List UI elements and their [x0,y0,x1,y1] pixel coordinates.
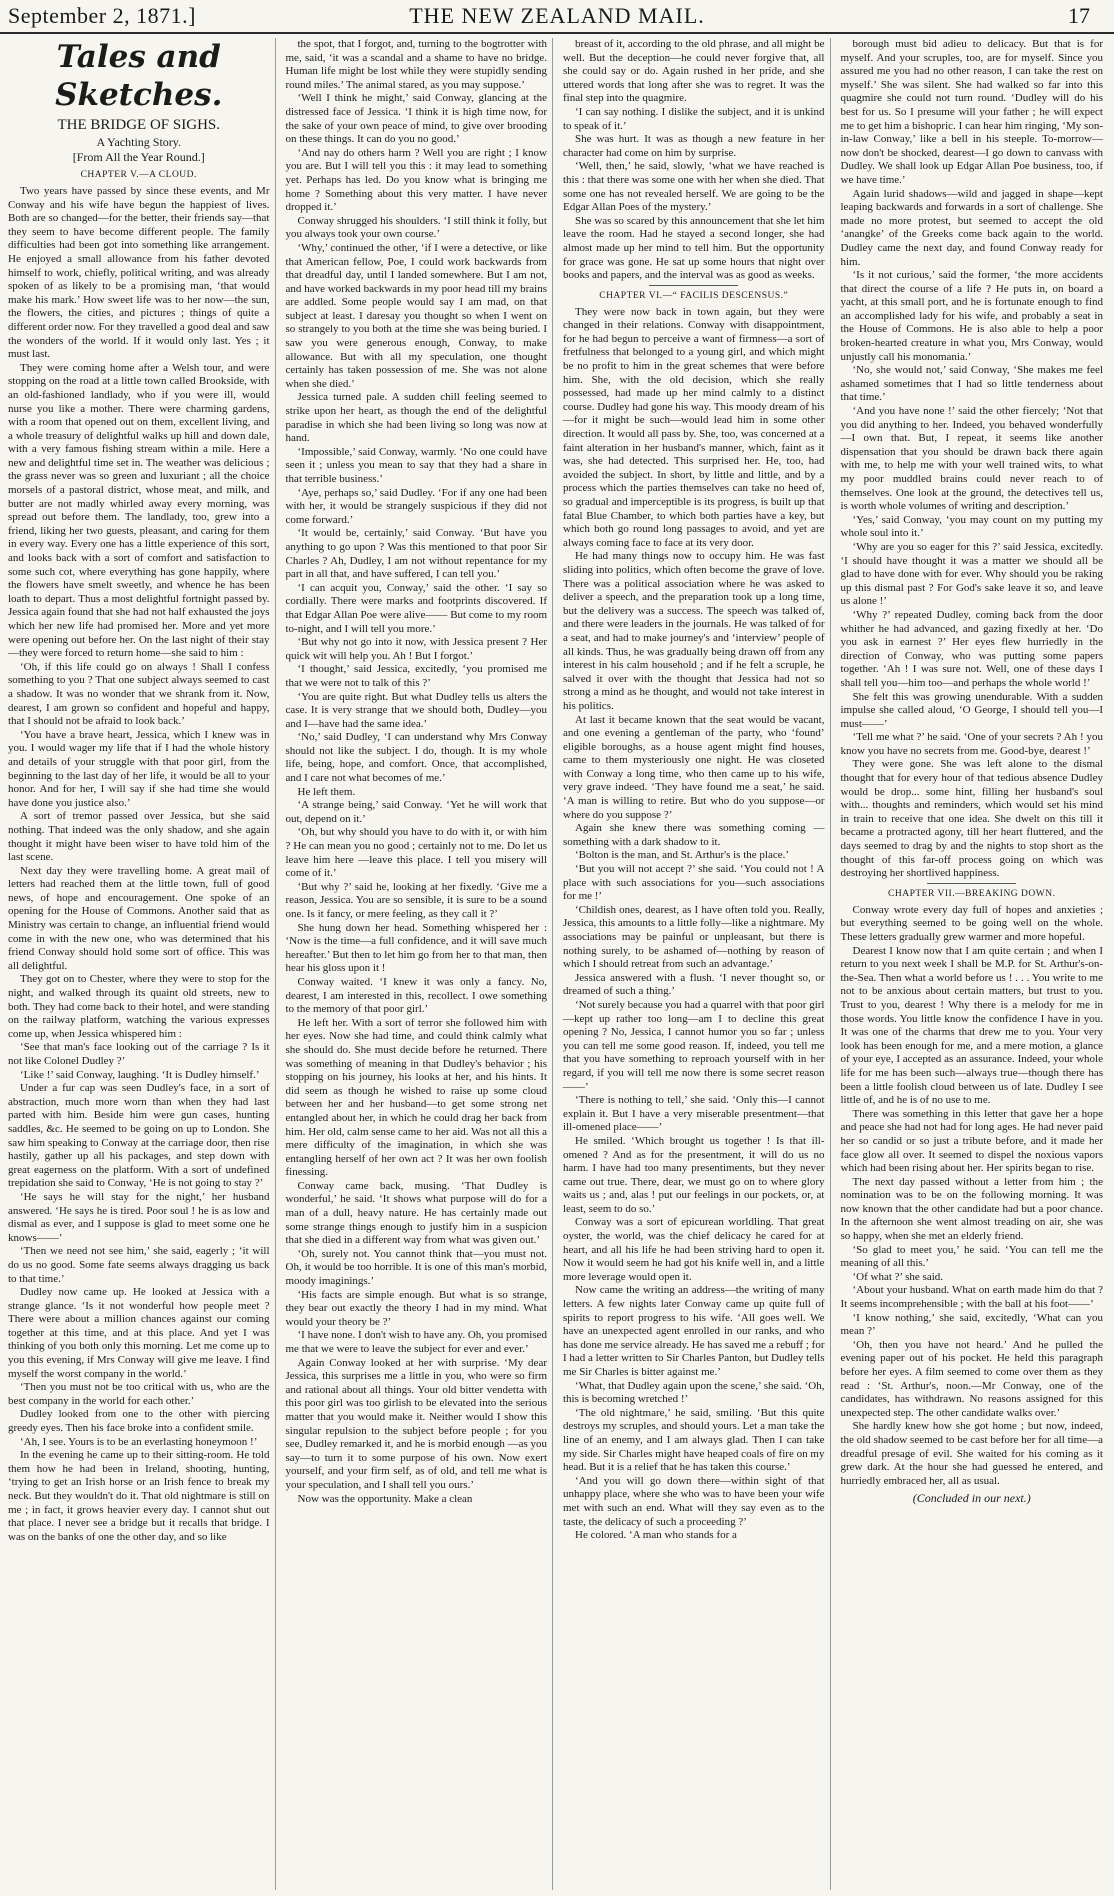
page-number: 17 [1068,3,1090,28]
story-subtitle: A Yachting Story. [96,135,182,149]
divider [649,285,738,286]
paragraph: ‘But why ?’ said he, looking at her fixedly. ‘Give me a reason, Jessica. You are so sensible, it is sure to be a sound one. Is it fancy, or mere feeling, as they call it ?’ [285,880,547,920]
paragraph: Conway was a sort of epicurean worldling. That great oyster, the world, was the chief delicacy he cared for at heart, and all his life he had been striving hard to open it. Now it would seem he had got his knife well in, and a little more leverage would open it. [563,1216,825,1283]
section-title: Tales and Sketches. [55,39,223,113]
paragraph: ‘Why,’ continued the other, ‘if I were a detective, or like that American fellow, Poe, I could work backwards from that dreadful day, until I landed somewhere. But I am not, and have worked backwards in my poor head till my brains are addled. Some people would say I am mad, on that subject at least. I daresay you thought so when I went on so strangely to you both at the time she was being buried. I saw you were generous enough, Conway, to make allowance. But with all my speculation, one thought certainly has taken possession of me. She was not alone when she died.’ [285,241,547,390]
story-source: [From All the Year Round.] [72,150,205,164]
paragraph: Two years have passed by since these events, and Mr Conway and his wife have begun the happiest of lives. Both are so changed—for the better, their friends say—that they seem to have become different people. The family difficulties had been got into something like arrangement. He enjoyed a small allowance from his father devoted himself to work, chiefly, political writing, and was already spoken of as likely to be a promising man, ‘that would make his mark.’ How sweet life was to her now—the sun, the flowers, the cities, and pictures ; things of quite a different order now. For they travelled a good deal and saw the wonders of the world. If it would only last. Yes ; it must last. [8,185,270,361]
paragraph: ‘See that man's face looking out of the carriage ? Is it not like Colonel Dudley ?’ [8,1041,270,1067]
paragraph: They got on to Chester, where they were to stop for the night, and walked through its quaint old streets, new to both. They had come back to their hotel, and were standing on the railway platform, watching the various expresses come up, when Jessica whispered him : [8,973,270,1040]
paragraph: ‘Not surely because you had a quarrel with that poor girl—kept up rather too long—am I to decline this great opening ? No, Jessica, I cannot humor you so far ; unless you can tell me some good reason. If, indeed, you tell me that you have something to reproach yourself with in her regard, if you will tell me now there is some secret reason——’ [563,998,825,1093]
paragraph: ‘You are quite right. But what Dudley tells us alters the case. It is very strange that we should both, Dudley—you and I—have had the same idea.’ [285,690,547,730]
paragraph: ‘And nay do others harm ? Well you are right ; I know you are. But I will tell you this : it may lead to something yet. Perhaps has led. Do you know what is bringing me home ? Something about this very matter. I have never dropped it.’ [285,146,547,214]
paragraph: ‘Well, then,’ he said, slowly, ‘what we have reached is this : that there was some one with her when she died. That some one has not revealed herself. We are going to be the Edgar Allan Poes of the mystery.’ [563,160,825,214]
paragraph: ‘And you will go down there—within sight of that unhappy place, where she who was to have been your wife met with such an end. What will they say even as to the taste, the delicacy of such a proceeding ?’ [563,1474,825,1528]
paragraph: The next day passed without a letter from him ; the nomination was to be on the following morning. It was now known that the other candidate had but a poor chance. In the afternoon she went almost treading on air, she was so happy, when she met an elderly friend. [840,1175,1103,1243]
column-2 [284,38,554,1890]
paragraph-group [841,38,1104,881]
paragraph: She was so scared by this announcement that she let him leave the room. Had he stayed a second longer, she had almost made up her mind to tell him. But the opportunity for grace was gone. He sat up some hours that night over books and papers, and the interval was as good as weeks. [563,214,825,282]
paragraph: ‘But why not go into it now, with Jessica present ? Her quick wit will help you. Ah ! But I forgot.’ [285,636,547,662]
column-4 [839,38,1109,1890]
paragraph: She was hurt. It was as though a new feature in her character had come on him by surprise. [563,133,825,159]
paragraph: Under a fur cap was seen Dudley's face, in a sort of abstraction, much more worn than when they had last parted with him. Beside him were gun cases, hunting saddles, &c. He seemed to be going on up to London. She saw him speaking to Conway at the carriage door, then rise hastily, gather up all his packages, and step down with great eagerness on the platform. With a sort of undefined trepidation she said to Conway, ‘He is not going to stay ?’ [8,1082,270,1190]
paragraph: Now was the opportunity. Make a clean [297,1492,473,1505]
paragraph: ‘His facts are simple enough. But what is so strange, they bear out exactly the theory I had in my mind. What would your theory be ?’ [285,1288,547,1328]
paragraph: ‘I know nothing,’ she said, excitedly, ‘What can you mean ?’ [840,1311,1103,1338]
paragraph: Again she knew there was something coming —something with a dark shadow to it. [563,822,825,848]
paragraph: There was something in this letter that gave her a hope and peace she had not had for long ages. He had never paid her so candid or so just a tribute before, and it made her face glow all over. It seemed to dispel the noxious vapors which had been rising about her. Her spirits began to rise. [840,1107,1103,1175]
paragraph: ‘Then you must not be too critical with us, who are the best company in the world for each other.’ [8,1381,270,1407]
paragraph: She hung down her head. Something whispered her : ‘Now is the time—a full confidence, and it will save much hereafter.’ But then to let him go from her to that man, then hear his gloss upon it ! [285,921,547,975]
paragraph: ‘About your husband. What on earth made him do that ? It seems incomprehensible ; with the ball at his foot——’ [840,1284,1103,1311]
paragraph: They were coming home after a Welsh tour, and were stopping on the road at a little town called Brookside, with an old-fashioned landlady, who if you were ill, would nurse you like a mother. There were charming gardens, with a room that opened out on them, excellent living, and a whole treasury of delightful walks up hill and down dale, with a very famous fishing stream within a mile. Here a new and delightful time set in. The weather was delicious ; the grass never was so green and luxuriant ; all the choice morsels of a pastoral district, whose meat, and milk, and butter are not madly whirled away every morning, was spread out before them. The landlady, too, grew into a friend, liking her two guests, pleasant, and caring for them in every way. Every one has a little experience of this sort, and looks back with a sort of comfort and satisfaction to some such cot, where everything has gone happily, where the flowers have smelt sweetly, and whence he has been loath to depart. Thus a most delightful fortnight passed by. Jessica again found that she had not half exhausted the joys which her new life had promised her. More and yet more were opening out before her. On the last night of their stay—they were forced to return home—she said to him : [8,361,270,660]
paragraph: ‘Yes,’ said Conway, ‘you may count on my putting my whole soul into it.’ [840,513,1103,540]
paragraph: ‘Impossible,’ said Conway, warmly. ‘No one could have seen it ; unless you mean to say that they had a share in that terrible business.’ [285,445,547,485]
paragraph: They were gone. She was left alone to the dismal thought that for every hour of that tedious absence Dudley would be drop... some hint, filling her husband's soul with... thoughts and reminders, which would set his mind in train to receive that one idea. She dwelt on this till it became a protracted agony, till her heart fluttered, and the days seemed to drag by and the nights to stop short as the thought of this far-off process going on which was destroying her shortlived happiness. [840,758,1103,880]
paragraph: ‘Childish ones, dearest, as I have often told you. Really, Jessica, this amounts to a little folly—like a nightmare. My associations may be painful or unpleasant, but there is nothing surely, to be ashamed of—nothing by reason of which I should retreat from such an advantage.’ [563,903,825,971]
paragraph: ‘No, she would not,’ said Conway, ‘She makes me feel ashamed sometimes that I had so little tenderness about that time.’ [840,364,1103,404]
paragraph: ‘I have none. I don't wish to have any. Oh, you promised me that we were to leave the subject for ever and ever.’ [285,1329,547,1355]
paragraph: borough must bid adieu to delicacy. But that is for myself. And your scruples, too, are for myself. Since you assured me you had no other reason, I can take the rest on myself.’ She was silent. She had walked so far into this quagmire she could not turn round. ‘Dudley will do his best for us. So I presume will your father ; he will expect me to get him a bishopric. I can hear him ringing, ‘My son-in-law Conway,’ like a bell in his steeple. To-morrow—now don't be shocked, dearest—I go down to canvass with Dudley. We shall look up Edgar Allan Poe business, too, if we have time.’ [840,38,1103,186]
paragraph-group [841,904,1104,1489]
paragraph: breast of it, according to the old phrase, and all might be well. But the deception—he could never forgive that, all she could say or do. Again rushed in her pride, and she uttered words that long after she was to regret. It was the final step into the quagmire. [563,38,825,105]
paragraph: ‘And you have none !’ said the other fiercely; ‘Not that you did anything to her. Indeed, you behaved wonderfully—I own that. But, I repeat, it seems like another dispensation that you should be drawn back there again with me, to help me with your well trained wits, to what my poor muddled brains could never reach to of themselves. One look at the ground, the detectives tell us, is worth whole volumes of writing and description.’ [840,405,1103,513]
paragraph: ‘Aye, perhaps so,’ said Dudley. ‘For if any one had been with her, it would be strangely suspicious if they did not come forward.’ [285,486,547,526]
paragraph: Conway wrote every day full of hopes and anxieties ; but everything seemed to be going well on the whole. These letters gradually grew warmer and more hopeful. [840,903,1103,943]
paragraph: ‘The old nightmare,’ he said, smiling. ‘But this quite destroys my scruples, and should yours. Let a man take the line of an enemy, and I am always glad. Then I can take my side. Sir Charles might have heaped coals of fire on my head. But it is a relief that he has taken this course.’ [563,1406,825,1474]
paragraph: ‘I thought,’ said Jessica, excitedly, ‘you promised me that we were not to talk of this ?’ [285,663,547,689]
paragraph: They were now back in town again, but they were changed in their relations. Conway with disappointment, for he had begun to perceive a want of firmness—a sort of fretfulness that belonged to a young girl, and which might be no profit to him in the great schemes that were before him. She, with the old decision, which she really possessed, had made up her mind calmly to a distinct course. Dudley had gone his way. This moody dream of his—for it might be such—would lead him in some other direction. It would all pass by. She, too, was concerned at a faint alteration in her husband's manner, which, faint as it was, she had detected. This surprised her. He, too, had avoided the subject. In short, by little and little, and by a process which the parties themselves can take no heed of, so gradual and imperceptible is its progress, is built up that fatal Blue Chamber, to which both parties have a key, but which both go round long passages to avoid, and yet are always coming face to face at its very door. [563,305,825,549]
paragraph: Next day they were travelling home. A great mail of letters had reached them at the little town, full of good news, of hope and encouragement. One spoke of an opening for the House of Commons. Another said that as Ministry was certain to change, an influential friend would come in with the new one, who was determined that his friend Conway should hold some sort of office. This was all delightful. [8,864,270,972]
paragraph: ‘Oh, if this life could go on always ! Shall I confess something to you ? That one subject always seemed to cast a shadow. It was no wonder that we shrank from it. Now, dearest, I am grown so confident and hopeful and happy, that I should not be afraid to look back.’ [8,660,270,728]
paragraph: ‘I can say nothing. I dislike the subject, and it is unkind to speak of it.’ [563,105,825,132]
paragraph: ‘Then we need not see him,’ she said, eagerly ; ‘it will do us no good. Some fate seems always dragging us back to that time.’ [8,1245,270,1285]
paragraph: ‘Bolton is the man, and St. Arthur's is the place.’ [575,849,790,862]
paragraph: ‘Of what ?’ she said. [852,1270,944,1283]
paragraph-group [563,38,825,283]
paragraph: He smiled. ‘Which brought us together ! Is that ill-omened ? And as for the presentment, it will do us no harm. I have had too many presentiments, but they never came out true. There, dear, we must go on to where glory waits us ; and, alas ! put our feelings in our pockets, or, at least, seem to do so.’ [563,1134,825,1215]
paragraph: ‘You have a brave heart, Jessica, which I knew was in you. I would wager my life that if I had the whole history and details of your struggle with that poor girl, from the beginning to the last day of her life, it would be all to your honor. And for her, I will say if she had time she would have done you justice also.’ [8,728,270,809]
paragraph: ‘A strange being,’ said Conway. ‘Yet he will work that out, depend on it.’ [285,799,547,825]
paragraph: ‘Ah, I see. Yours is to be an everlasting honeymoon !’ [20,1435,258,1448]
paragraph: He left her. With a sort of terror she followed him with her eyes. Now she had time, and could think calmly what she should do. She must decide before he returned. There was something of meaning in that Dudley's behavior ; his stopping on his journey, his looks at her, and his hints. It did seem as though he wished to raise up some cloud between her and her husband—to get some strong net entangled about her, in which he could drag her back from him. Her old, calm sense came to her aid. Was not all this a mere difficulty of the imagination, in which she was entangling herself of her own act ? It was her own foolish finessing. [285,1016,547,1179]
story-title: THE BRIDGE OF SIGHS. [57,117,220,133]
paragraph: Now came the writing an address—the writing of many letters. A few nights later Conway came up quite full of spirits to report progress to his wife. ‘All goes well. We have an unexpected agent enrolled in our ranks, and who has done me service already. He has saved me a rebuff ; for I had a letter written to Sir Charles Panton, but Dudley tells me Sir Charles is bitter against me.’ [563,1284,825,1378]
paragraph: He had many things now to occupy him. He was fast sliding into politics, which often become the grave of love. There was a political association where he was asked to deliver a speech, and the preparation took up a long time, but the delivery was a success. The speech was talked of, and there were leaders in the journals. He was talked of for a seat, and had to make journey's and ‘interview’ people of all kinds. Thus, he was gradually being drawn off from any interest in his calm household ; and if he felt a scruple, he salved it over with the thought that Jessica had not so strong a mind as he thought, and would not take interest in his politics. [563,550,825,712]
paragraph: Again lurid shadows—wild and jagged in shape—kept leaping backwards and forwards in a sort of challenge. She made no more protest, but seemed to accept the old ‘anangke’ of the Greeks come back again to the world. Dudley came the next day, and found Conway ready for him. [840,187,1103,268]
paragraph: A sort of tremor passed over Jessica, but she said nothing. That indeed was the only shadow, and she again thought it might have been wiser to have told him of the last scene. [8,810,270,864]
paragraph: ‘Oh, surely not. You cannot think that—you must not. Oh, it would be too horrible. It is one of this man's morbid, moody imaginings.’ [285,1247,547,1288]
paragraph: ‘What, that Dudley again upon the scene,’ she said. ‘Oh, this is becoming wretched !’ [563,1379,825,1406]
paragraph-group [8,185,270,1544]
paragraph: ‘Oh, then you have not heard.’ And he pulled the evening paper out of his pocket. He held this paragraph before her eyes. A film seemed to come over them as they read : ‘St. Arthur's, noon.—Mr Conway, one of the candidates, has withdrawn. No reasons assigned for this unexpected step. The other candidate walks over.’ [840,1338,1103,1419]
paragraph: Dudley now came up. He looked at Jessica with a strange glance. ‘Is it not wonderful how people meet ? There were about a million chances against our coming together at this time, and at this place. And yet I was thinking of you both only this morning. Let me come up to you this evening, if Mrs Conway will give me leave. I find myself the worst company in the world.’ [8,1286,270,1380]
paper-name: THE NEW ZEALAND MAIL. [409,3,705,28]
column-1 [6,38,276,1890]
paragraph: ‘Well I think he might,’ said Conway, glancing at the distressed face of Jessica. ‘I think it is high time now, for the sake of your own peace of mind, to give over brooding on these things. It can do you no good.’ [285,92,547,146]
paragraph: ‘No,’ said Dudley, ‘I can understand why Mrs Conway should not like the subject. I do, though. It is my whole life, being, hope, and comfort. Once, that accomplished, and I care not what becomes of me.’ [285,731,547,785]
masthead [0,0,1114,34]
paragraph: Conway shrugged his shoulders. ‘I still think it folly, but you always took your own course.’ [285,214,547,241]
paragraph: Jessica answered with a flush. ‘I never thought so, or dreamed of such a thing.’ [563,971,825,998]
paragraph: ‘Why are you so eager for this ?’ said Jessica, excitedly. ‘I should have thought it was a matter we should all be glad to have done with for ever. Why should you be raking up this dismal past ? For God's sake leave it so, and leave us alone !’ [840,540,1103,608]
chapter-heading: CHAPTER VII.—BREAKING DOWN. [888,888,1056,899]
paragraph: the spot, that I forgot, and, turning to the bogtrotter with me, said, ‘it was a scandal and a shame to have no bridge. Human life might be lost while they were stupidly sending round miles.’ The animal stared, as you may suppose.’ [285,38,547,91]
paragraph: He colored. ‘A man who stands for a [575,1529,737,1542]
paragraph: He left them. [297,785,356,798]
divider [927,883,1016,884]
paragraph: ‘Oh, but why should you have to do with it, or with him ? He can mean you no good ; certainly not to me. Do let us leave him here —leave this place. I tell you misery will come of it.’ [285,826,547,880]
paragraph: ‘Why ?’ repeated Dudley, coming back from the door whither he had advanced, and gazing fixedly at her. ‘Do you ask in earnest ?’ Her eyes flew hurriedly in the direction of Conway, who was putting some papers together. ‘Ah ! I was sure not. Well, one of these days I shall tell you—him too—and perhaps the whole world !’ [840,608,1103,689]
concluded-note: (Concluded in our next.) [912,1491,1031,1506]
paragraph: Conway waited. ‘I knew it was only a fancy. No, dearest, I am interested in this, recollect. I owe something to the memory of that poor girl.’ [285,975,547,1016]
paragraph: Jessica turned pale. A sudden chill feeling seemed to strike upon her heart, as though the end of the delightful paradise in which she had been living so long was now at hand. [285,391,547,445]
paragraph: ‘Like !’ said Conway, laughing. ‘It is Dudley himself.’ [20,1068,260,1081]
paragraph: She felt this was growing unendurable. With a sudden impulse she called aloud, ‘O George, I should tell you—I must——’ [840,690,1103,730]
chapter-heading: CHAPTER V.—A CLOUD. [80,170,197,180]
paragraph: Conway came back, musing. ‘That Dudley is wonderful,’ he said. ‘It shows what purpose will do for a man of a dull, heavy nature. He has certainly made out some strange things enough to justify him in a suspicion that she died in a different way from what was given out.’ [285,1179,547,1247]
paragraph: Again Conway looked at her with surprise. ‘My dear Jessica, this surprises me a little in you, who were so firm and rational about all things. Your old bitter vendetta with this poor girl was too girlish to be elevated into the serious matter that you would make it. Neither would I show this singular repulsion to the subject before people ; for you see, Dudley remarked it, and he is morbid enough —as you say—to turn it to some purpose of his own. Now exert yourself, and your firm self, as of old, and tell me what is your speculation, and I shall tell you ours.’ [285,1356,547,1491]
columns [6,38,1108,1890]
paragraph: ‘But you will not accept ?’ she said. ‘You could not ! A place with such associations for you—such associations for me !’ [563,863,825,903]
paragraph: ‘There is nothing to tell,’ she said. ‘Only this—I cannot explain it. But I have a very miserable presentment—that ill-omened place——’ [563,1094,825,1134]
paragraph: Dudley looked from one to the other with piercing greedy eyes. Then his face broke into a confident smile. [8,1408,270,1435]
paragraph: ‘Is it not curious,’ said the former, ‘the more accidents that direct the course of a life ? He puts in, on board a yacht, at this small port, and he is fortunate enough to find an accomplished lady for his wife, and probably a seat in the House of Commons. He is also able to help a poor broken-hearted creature in what you, Mrs Conway, would unjustly call his monomania.’ [840,269,1103,363]
issue-date: September 2, 1871.] [8,3,196,28]
paragraph-group [286,38,548,1506]
paragraph: ‘He says he will stay for the night,’ her husband answered. ‘He says he is tired. Poor soul ! he is as low and dismal as ever, and I suppose is glad to meet some one he knows——’ [8,1190,270,1244]
paragraph: She hardly knew how she got home ; but now, indeed, the old shadow seemed to be cast before her for all time—a dreadful presage of evil. She waited for his coming as it grew dark. At the hour she had guessed he entered, and hurriedly embraced her, all as usual. [840,1420,1103,1487]
paragraph: ‘Tell me what ?’ he said. ‘One of your secrets ? Ah ! you know you have no secrets from me. Good-bye, dearest !’ [840,731,1103,757]
paragraph: Dearest I know now that I am quite certain ; and when I return to you next week I shall be M.P. for St. Arthur's-on-the-Sea. Then what a world before us ! . . . You write to me not to be anxious about certain matters, but trust to you. Trust to you, dearest ! Why there is a melody for me in those words. You little know the confidence I have in you. It was one of the charms that drew me to you. Your very look has been enough for me, and a mere motion, a glance of your eye, I accepted as an assurance. Indeed, your whole life for me has been such—always true—though there has been a little foolish cloud between us of late. Dudley I see little of, and he is of no use to me. [840,944,1103,1107]
paragraph: ‘It would be, certainly,’ said Conway. ‘But have you anything to go upon ? Was this mentioned to that poor Sir Charles ? Ah, Dudley, I am not without repentance for my part in all that, and have suffered, I can tell you.’ [285,527,547,581]
chapter-heading: CHAPTER VI.—“ FACILIS DESCENSUS.” [599,290,789,301]
paragraph: ‘So glad to meet you,’ he said. ‘You can tell me the meaning of all this.’ [840,1243,1103,1270]
paragraph: ‘I can acquit you, Conway,’ said the other. ‘I say so cordially. There were marks and footprints discovered. If that Edgar Allan Poe were alive—— But come to my room to-night, and I will tell you more.’ [285,581,547,635]
paragraph: At last it became known that the seat would be vacant, and one evening a gentleman of the party, who ‘found’ eligible boroughs, as a house agent might find houses, came to them mysteriously one night. He was closeted with Conway a long time, who then came up to his wife, very grave indeed. ‘They have found me a seat,’ he said. ‘A man is willing to retire. But who do you suppose—or where do you suppose ?’ [563,713,825,821]
paragraph-group [563,306,825,1543]
paragraph: In the evening he came up to their sitting-room. He told them how he had been in Ireland, shooting, hunting, ‘trying to get an Irish horse or an Irish fence to break my neck. But they wouldn't do it. That old nightmare is still on me ; in fact, it grows heavier every day. I cannot shut out that place. I never see a bridge but it recalls that bridge. I was on the banks of one the other day, and so like [8,1449,270,1543]
column-3 [561,38,831,1890]
